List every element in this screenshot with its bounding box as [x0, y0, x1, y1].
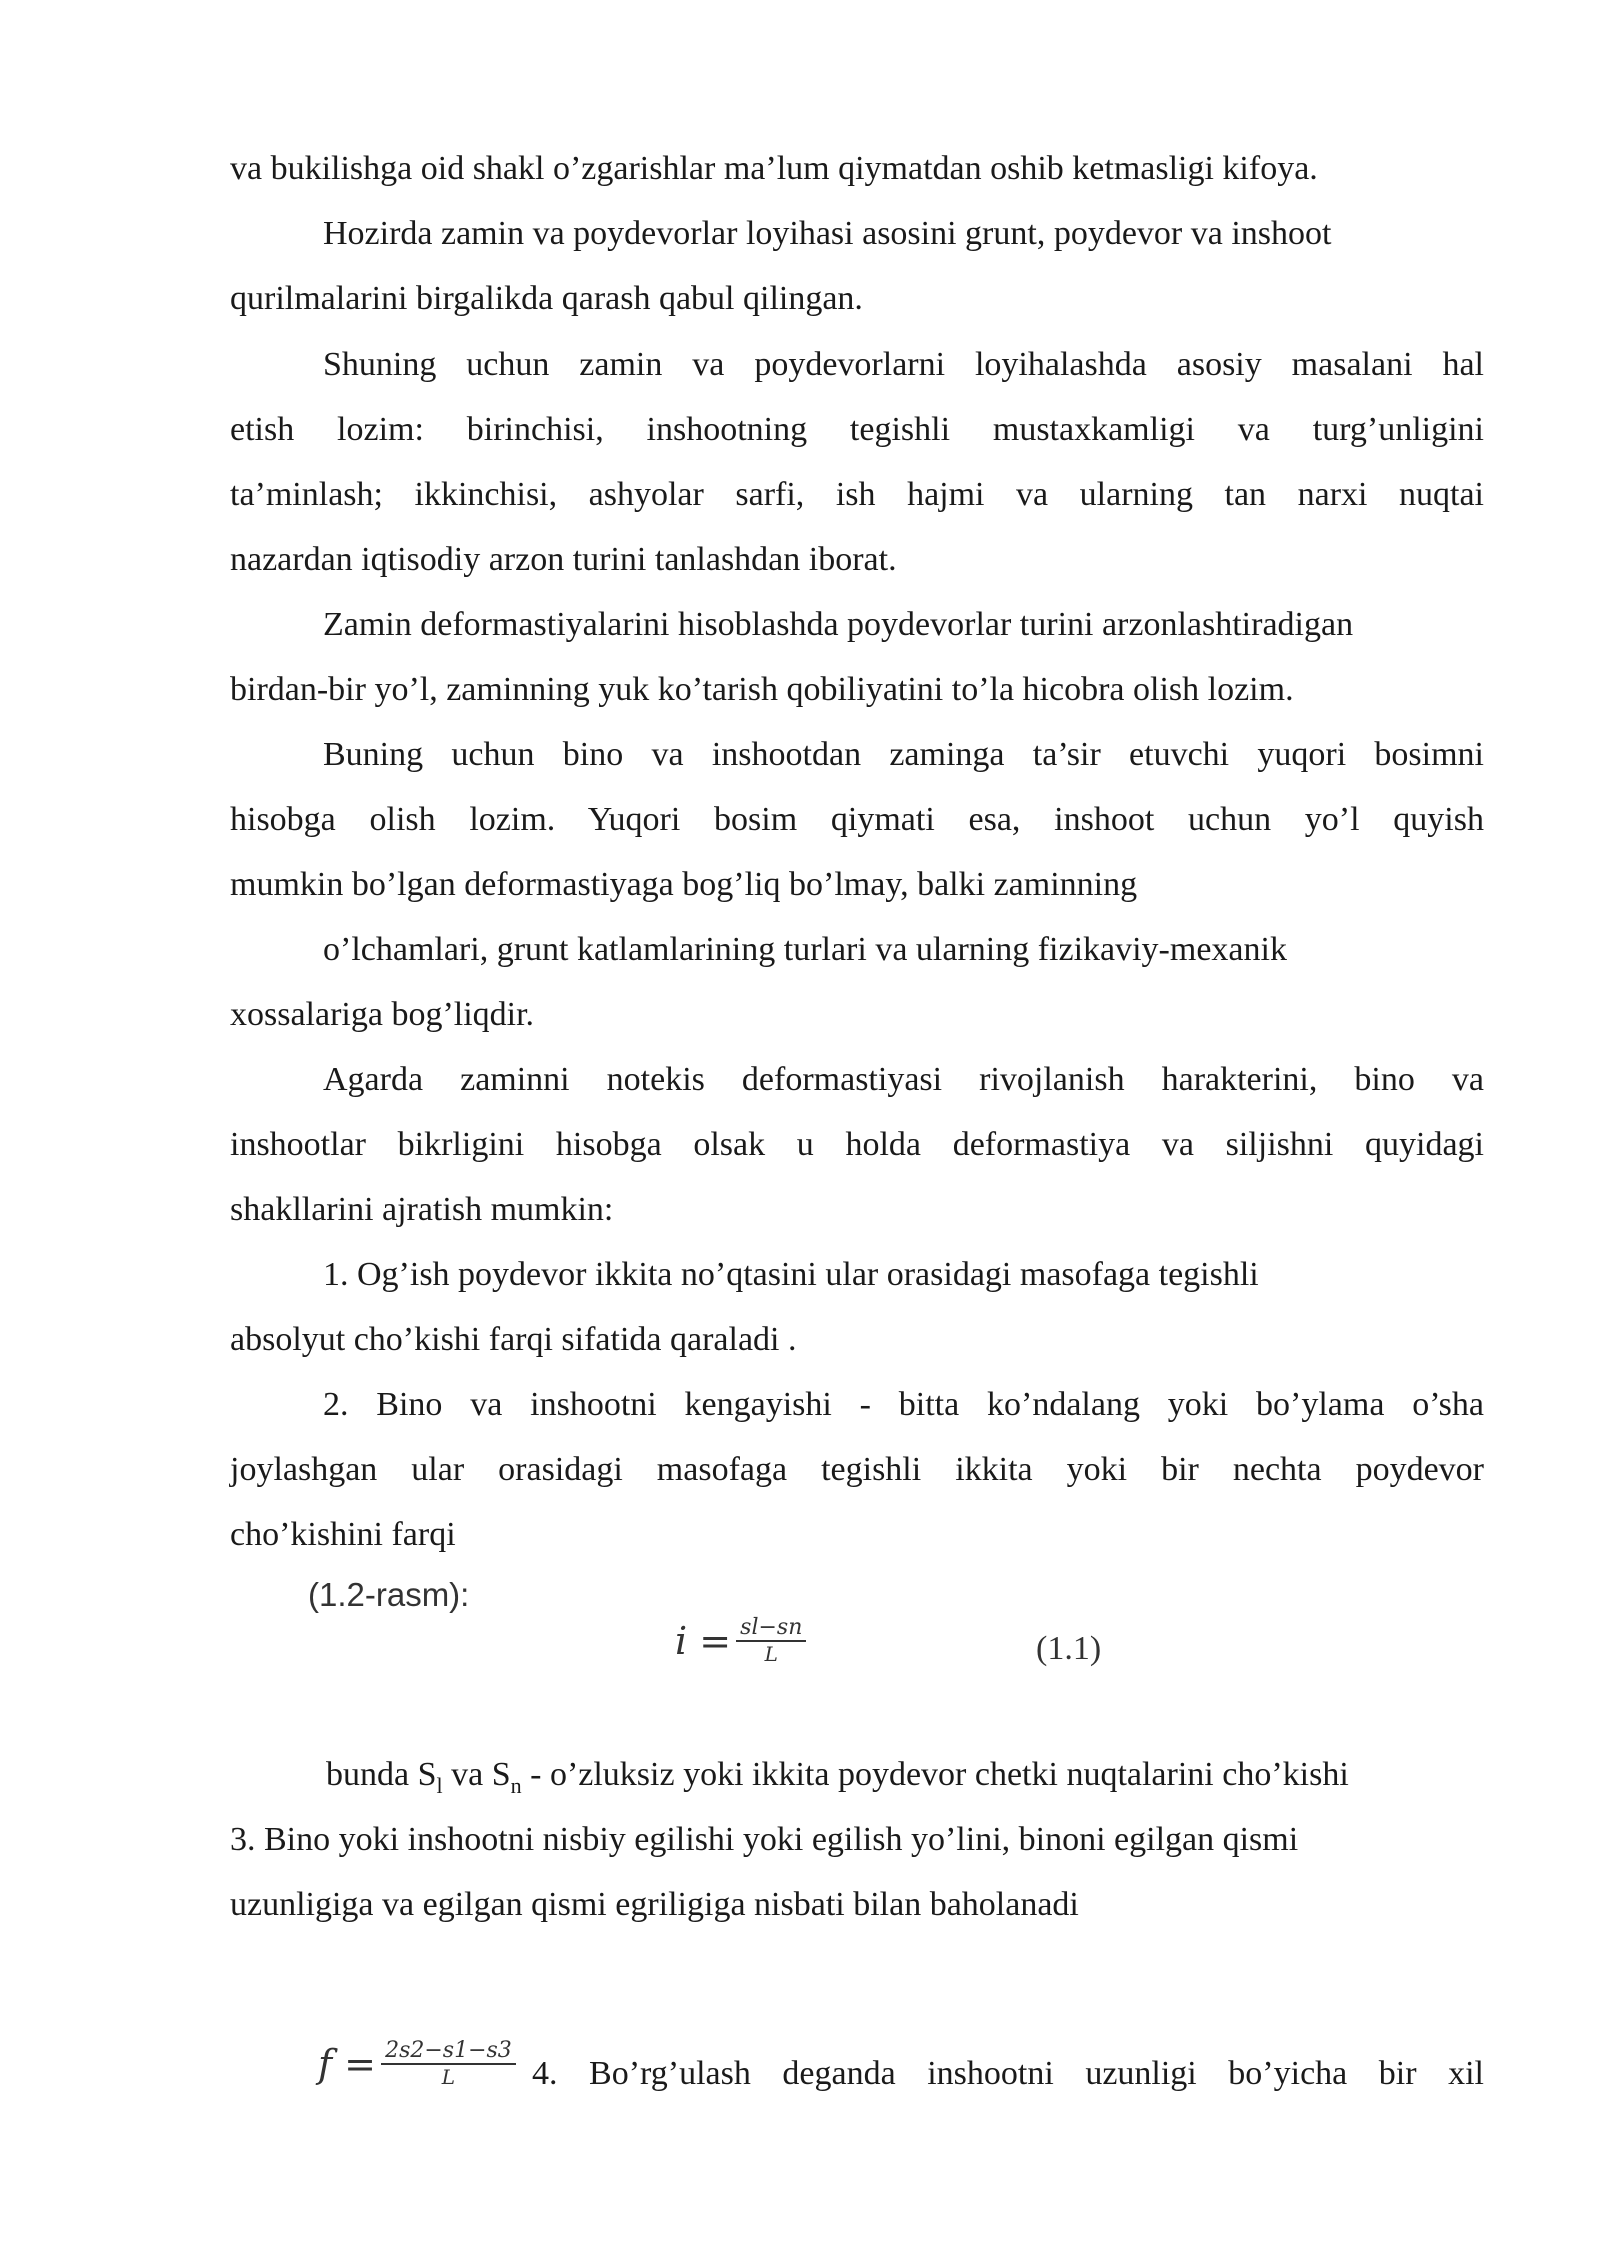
text-line: ta’minlash; ikkinchisi, ashyolar sarfi, ish hajmi va ularning tan narxi nuqtai [230, 476, 1484, 513]
text-line: xossalariga bog’liqdir. [230, 996, 535, 1033]
text-line: cho’kishini farqi [230, 1516, 456, 1553]
formula-denominator: L [441, 2065, 456, 2089]
text-line: 2. Bino va inshootni kengayishi - bitta ko’ndalang yoki bo’ylama o’sha [323, 1386, 1484, 1423]
formula-lhs: i = [675, 1619, 732, 1663]
text-line-bunda [326, 1754, 1484, 1807]
bunda-text-pre: bunda S [326, 1756, 437, 1793]
text-line: qurilmalarini birgalikda qarash qabul qilingan. [230, 280, 863, 317]
bunda-text-mid: va S [442, 1756, 511, 1793]
text-line: 4. Bo’rg’ulash deganda inshootni uzunligi bo’yicha bir xil [532, 2055, 1484, 2092]
text-line: Agarda zaminni notekis deformastiyasi rivojlanish harakterini, bino va [323, 1061, 1484, 1098]
text-line: shakllarini ajratish mumkin: [230, 1191, 614, 1228]
formula-numerator: 2s2−s1−s3 [381, 2039, 516, 2065]
subscript-l: l [436, 1772, 443, 1798]
text-line: etish lozim: birinchisi, inshootning tegishli mustaxkamligi va turg’unligini [230, 411, 1484, 448]
text-line: Shuning uchun zamin va poydevorlarni loyihalashda asosiy masalani hal [323, 346, 1484, 383]
text-line: 1. Og’ish poydevor ikkita no’qtasini ular orasidagi masofaga tegishli [323, 1256, 1259, 1293]
text-line: o’lchamlari, grunt katlamlarining turlari va ularning fizikaviy-mexanik [323, 931, 1287, 968]
subscript-n: n [510, 1772, 522, 1798]
text-line: uzunligiga va egilgan qismi egriligiga nisbati bilan baholanadi [230, 1886, 1079, 1923]
formula-1-1 [675, 1616, 806, 1666]
equation-number: (1.1) [1036, 1630, 1102, 1667]
text-line: Zamin deformastiyalarini hisoblashda poydevorlar turini arzonlashtiradigan [323, 606, 1354, 643]
formula-deflection [318, 2039, 516, 2089]
text-line: inshootlar bikrligini hisobga olsak u holda deformastiya va siljishni quyidagi [230, 1126, 1484, 1163]
formula-fraction [381, 2039, 516, 2089]
figure-reference: (1.2-rasm): [308, 1576, 470, 1613]
formula-denominator: L [764, 1642, 778, 1666]
formula-fraction [736, 1616, 806, 1666]
formula-lhs: f = [318, 2042, 376, 2086]
text-line: Hozirda zamin va poydevorlar loyihasi asosini grunt, poydevor va inshoot [323, 215, 1332, 252]
text-line: nazardan iqtisodiy arzon turini tanlashdan iborat. [230, 541, 897, 578]
text-line: hisobga olish lozim. Yuqori bosim qiymati esa, inshoot uchun yo’l quyish [230, 801, 1484, 838]
text-line: 3. Bino yoki inshootni nisbiy egilishi yoki egilish yo’lini, binoni egilgan qismi [230, 1821, 1299, 1858]
text-line: va bukilishga oid shakl o’zgarishlar ma’lum qiymatdan oshib ketmasligi kifoya. [230, 150, 1318, 187]
formula-numerator: sl−sn [736, 1616, 806, 1642]
text-line: birdan-bir yo’l, zaminning yuk ko’tarish qobiliyatini to’la hicobra olish lozim. [230, 671, 1294, 708]
bunda-text-post: - o’zluksiz yoki ikkita poydevor chetki nuqtalarini cho’kishi [521, 1756, 1349, 1793]
text-line: joylashgan ular orasidagi masofaga tegishli ikkita yoki bir nechta poydevor [230, 1451, 1484, 1488]
text-line: Buning uchun bino va inshootdan zaminga ta’sir etuvchi yuqori bosimni [323, 736, 1484, 773]
text-line: mumkin bo’lgan deformastiyaga bog’liq bo’lmay, balki zaminning [230, 866, 1138, 903]
text-line: absolyut cho’kishi farqi sifatida qaraladi . [230, 1321, 797, 1358]
